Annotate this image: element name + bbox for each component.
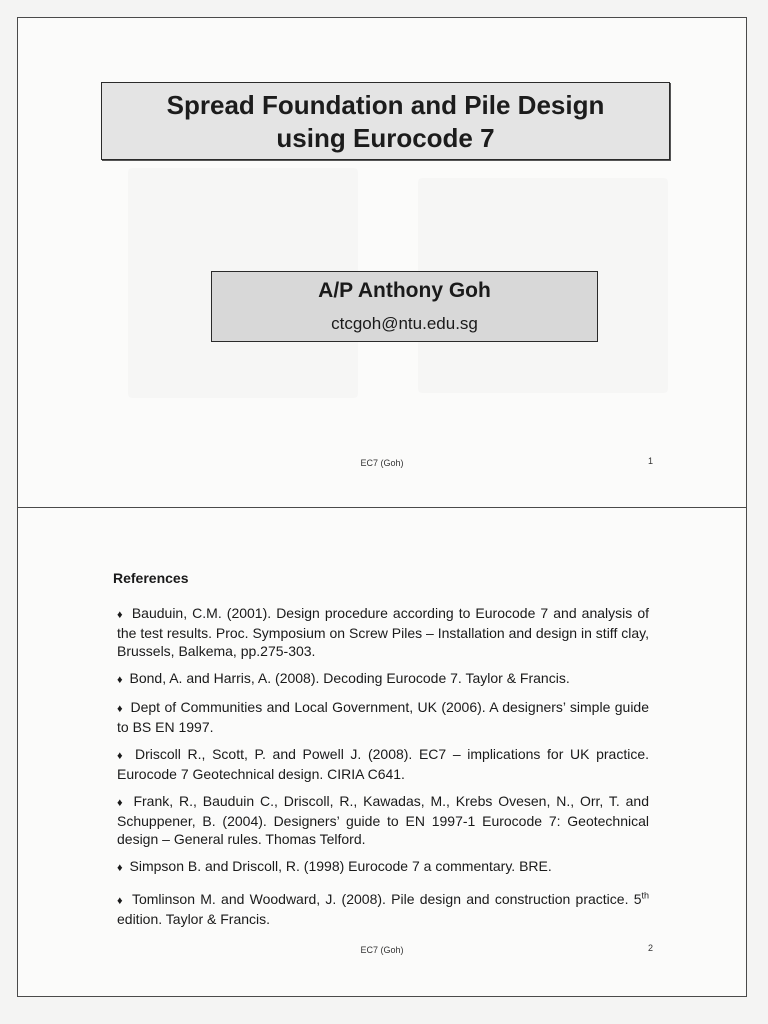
title-box [101, 82, 670, 160]
slide-1 [17, 17, 747, 507]
diamond-bullet-icon: ♦ [117, 703, 124, 715]
reference-text: Bond, A. and Harris, A. (2008). Decoding Eurocode 7. Taylor & Francis. [129, 670, 570, 686]
diamond-bullet-icon: ♦ [117, 797, 125, 809]
title-line-1: Spread Foundation and Pile Design [166, 90, 605, 120]
page-number: 1 [647, 456, 653, 466]
reference-item [117, 857, 649, 877]
reference-text: Frank, R., Bauduin C., Driscoll, R., Kawadas, M., Krebs Ovesen, N., Orr, T. and Schuppener, B. (2004). Designers’ guide to EN 1997-1 Eurocode 7: Geotechnical design – General rules. Thomas Telford. [117, 793, 650, 847]
reference-text-main: Tomlinson M. and Woodward, J. (2008). Pile design and construction practice. 5 [131, 890, 642, 907]
diamond-bullet-icon: ♦ [117, 894, 124, 907]
footer-label: EC7 (Goh) [360, 458, 404, 468]
diamond-bullet-icon: ♦ [117, 674, 123, 686]
reference-text: Dept of Communities and Local Government, UK (2006). A designers’ simple guide to BS EN 1997. [117, 699, 649, 735]
footer-label: EC7 (Goh) [360, 945, 404, 955]
diamond-bullet-icon: ♦ [117, 862, 123, 874]
slide-2 [17, 507, 747, 997]
author-name: A/P Anthony Goh [318, 279, 491, 302]
reference-item [117, 886, 649, 928]
author-email: ctcgoh@ntu.edu.sg [331, 314, 478, 333]
reference-text: Simpson B. and Driscoll, R. (1998) Eurocode 7 a commentary. BRE. [129, 858, 552, 874]
diamond-bullet-icon: ♦ [117, 609, 124, 621]
references-heading: References [113, 570, 189, 586]
reference-item [117, 745, 649, 783]
reference-item [117, 792, 649, 848]
reference-text-tail: edition. Taylor & Francis. [117, 910, 271, 927]
reference-text [117, 891, 649, 927]
reference-text: Driscoll R., Scott, P. and Powell J. (2008). EC7 – implications for UK practice. Eurocode 7 Geotechnical design. CIRIA C641. [117, 746, 650, 782]
reference-item [117, 604, 649, 660]
title-line-2: using Eurocode 7 [276, 123, 495, 153]
reference-text: Bauduin, C.M. (2001). Design procedure according to Eurocode 7 and analysis of the test results. Proc. Symposium on Screw Piles – Installation and design in stiff clay, Brussels, Balkema, pp.275-303. [117, 605, 649, 659]
references-list [117, 604, 649, 937]
superscript-th: th [641, 890, 649, 900]
reference-item [117, 669, 649, 689]
reference-item [117, 698, 649, 736]
page-number: 2 [647, 943, 653, 953]
diamond-bullet-icon: ♦ [117, 750, 126, 762]
author-box [211, 271, 598, 342]
